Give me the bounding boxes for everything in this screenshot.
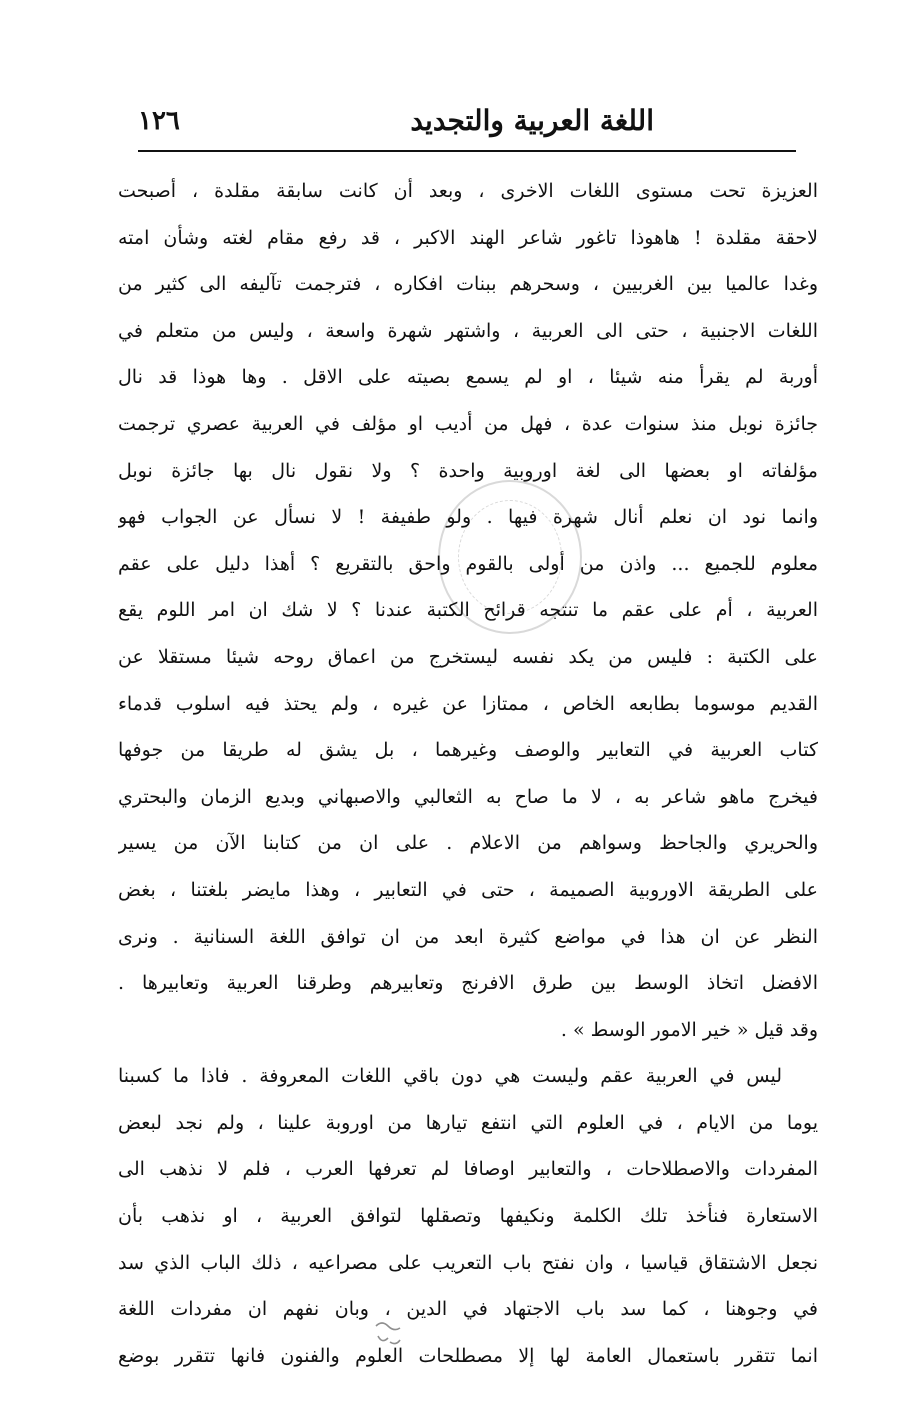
text-line: والحريري والجاحظ وسواهم من الاعلام . على ان من كتابنا الآن من يسير: [118, 832, 818, 855]
text-line: مؤلفاته او بعضها الى لغة اوروبية واحدة ؟ ولا نقول نال بها جائزة نوبل: [118, 459, 818, 482]
text-line: نجعل الاشتقاق قياسيا ، وان نفتح باب التعريب على مصراعيه ، ذلك الباب الذي سد: [118, 1251, 818, 1274]
header-rule: [138, 150, 796, 152]
body-text: [118, 168, 818, 1379]
text-line: لاحقة مقلدة ! هاهوذا تاغور شاعر الهند الاكبر ، قد رفع مقام لغته وشأن امته: [118, 226, 818, 249]
text-line: وغدا عالميا بين الغربيين ، وسحرهم ببنات افكاره ، فترجمت تآليفه الى كثير من: [118, 273, 818, 296]
text-line: وانما نود ان نعلم أنال شهرة فيها . ولو طفيفة ! لا نسأل عن الجواب فهو: [118, 506, 818, 529]
text-line: فيخرج ماهو شاعر به ، لا ما صاح به الثعالبي والاصبهاني وبديع الزمان والبحتري: [118, 785, 818, 808]
text-line: ليس في العربية عقم وليست هي دون باقي اللغات المعروفة . فاذا ما كسبنا: [118, 1065, 782, 1088]
text-line: على الكتبة : فليس من يكد نفسه ليستخرج من اعماق روحه شيئا مستقلا عن: [118, 645, 818, 668]
text-line: النظر عن ان هذا في مواضع كثيرة ابعد من ان توافق اللغة السنانية . ونرى: [118, 925, 818, 948]
page-number: ١٢٦: [138, 106, 180, 136]
text-line: الاستعارة فنأخذ تلك الكلمة ونكيفها وتصقلها لتوافق العربية ، او نذهب بأن: [118, 1205, 818, 1228]
text-line: اللغات الاجنبية ، حتى الى العربية ، واشتهر شهرة واسعة ، وليس من متعلم في: [118, 319, 818, 342]
text-line: معلوم للجميع ... واذن من أولى بالقوم واحق بالتقريع ؟ أهذا دليل على عقم: [118, 552, 818, 575]
text-line: المفردات والاصطلاحات ، والتعابير اوصافا لم تعرفها العرب ، فلم لا نذهب الى: [118, 1158, 818, 1181]
text-line: الافضل اتخاذ الوسط بين طرق الافرنج وتعابيرهم وطرقنا العربية وتعابيرها .: [118, 972, 818, 995]
text-line: على الطريقة الاوروبية الصميمة ، حتى في التعابير ، وهذا مايضر بلغتنا ، بغض: [118, 878, 818, 901]
text-line: في وجوهنا ، كما سد باب الاجتهاد في الدين ، وبان نفهم ان مفردات اللغة: [118, 1298, 818, 1321]
text-line: انما تتقرر باستعمال العامة لها إلا مصطلحات العلوم والفنون فانها تتقرر بوضع: [118, 1344, 818, 1367]
text-line: وقد قيل « خير الامور الوسط » .: [560, 1018, 818, 1041]
text-line: العزيزة تحت مستوى اللغات الاخرى ، وبعد أن كانت سابقة مقلدة ، أصبحت: [118, 180, 818, 202]
text-line: يوما من الايام ، في العلوم التي انتفع تيارها من اوروبة علينا ، ولم نجد لبعض: [118, 1111, 818, 1134]
text-line: العربية ، أم على عقم ما تنتجه قرائح الكتبة عندنا ؟ لا شك ان امر اللوم يقع: [118, 599, 818, 622]
ink-mark: [368, 1314, 408, 1354]
running-title: اللغة العربية والتجديد: [410, 104, 654, 137]
text-line: كتاب العربية في التعابير والوصف وغيرهما ، بل يشق له طريقا من جوفها: [118, 739, 818, 762]
page-header: [138, 100, 794, 148]
text-line: القديم موسوما بطابعه الخاص ، ممتازا عن غيره ، ولم يحتذ فيه اسلوب قدماء: [118, 692, 818, 715]
text-line: جائزة نوبل منذ سنوات عدة ، فهل من أديب او مؤلف في العربية عصري ترجمت: [118, 412, 818, 435]
text-line: أوربة لم يقرأ منه شيئا ، او لم يسمع بصيته على الاقل . وها هوذا قد نال: [118, 366, 818, 389]
